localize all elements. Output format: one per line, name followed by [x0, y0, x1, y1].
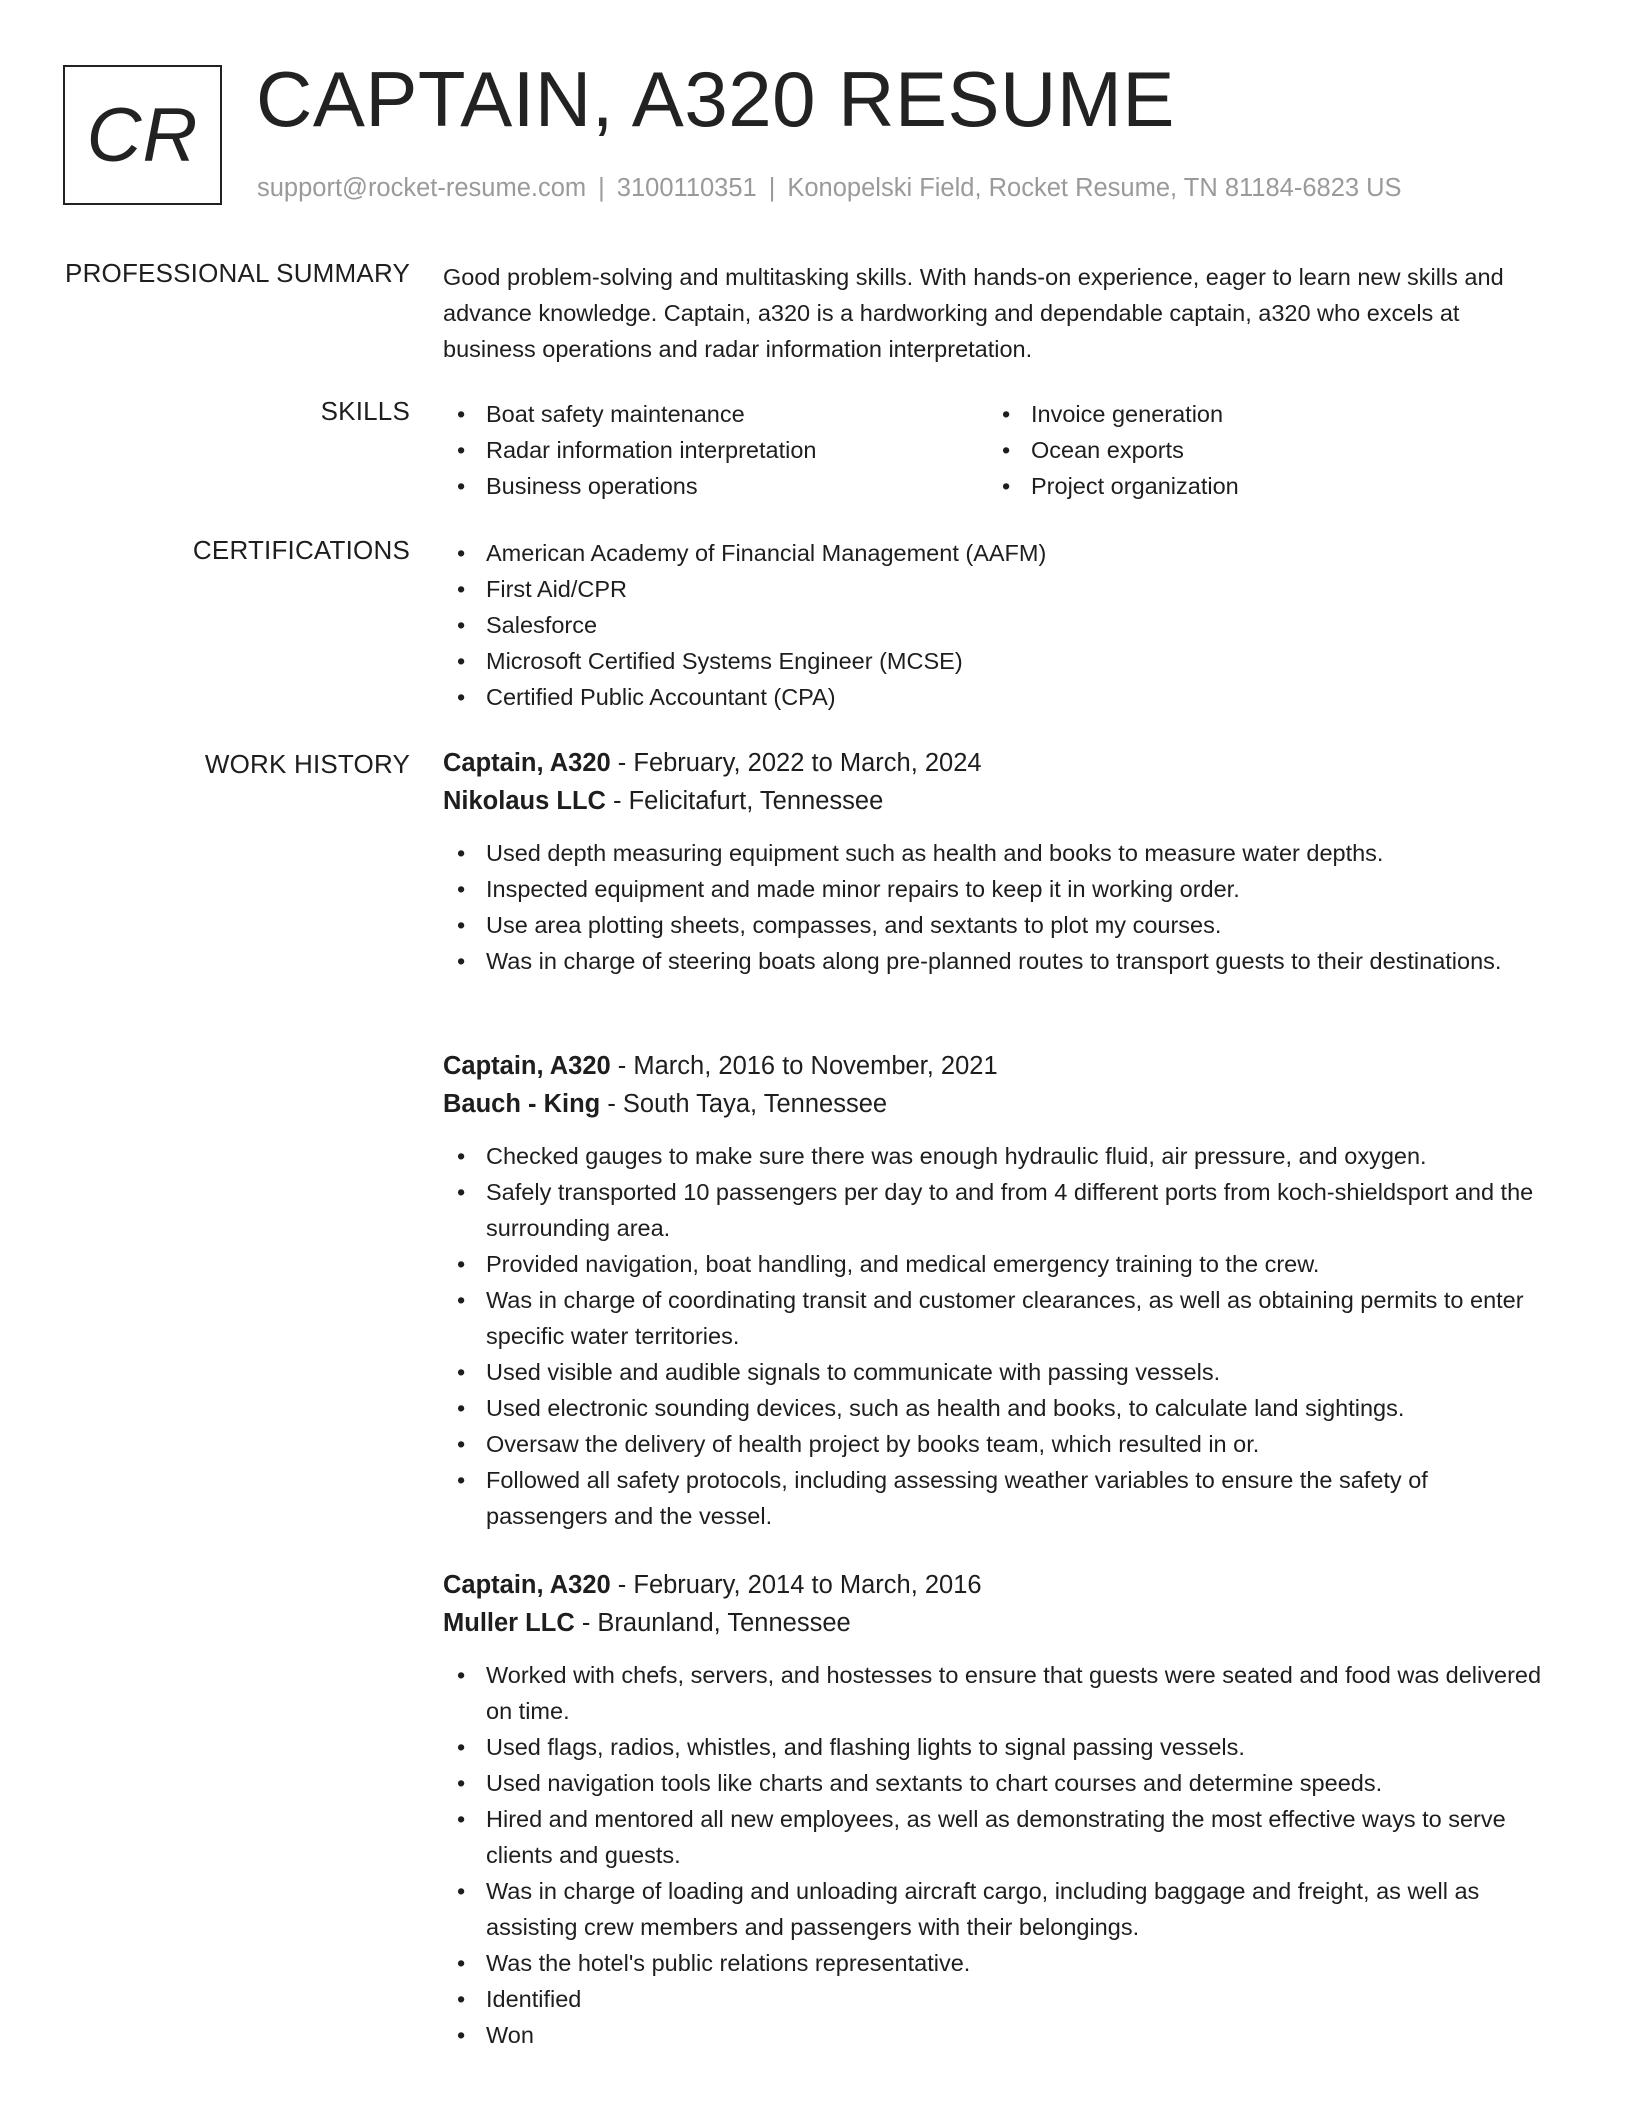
job-location: - Felicitafurt, Tennessee	[605, 787, 884, 815]
skill-item: • Project organization	[988, 468, 1533, 504]
job-bullet: • Checked gauges to make sure there was enough hydraulic fluid, air pressure, and oxygen.	[443, 1138, 1555, 1174]
job-company-line	[443, 1604, 1555, 1643]
job-title: Captain, A320	[443, 1052, 611, 1080]
contact-phone[interactable]: 3100110351	[616, 174, 757, 202]
skill-item: • Business operations	[443, 468, 988, 504]
contact-address: Konopelski Field, Rocket Resume, TN 81184-6823 US	[787, 174, 1402, 202]
job-company: Bauch - King	[443, 1090, 601, 1118]
job-bullet: • Used navigation tools like charts and sextants to chart courses and determine speeds.	[443, 1765, 1555, 1801]
job-bullet: • Won	[443, 2017, 1555, 2053]
job-bullet: • Followed all safety protocols, including assessing weather variables to ensure the safety of passengers and the vessel.	[443, 1462, 1555, 1534]
job-company: Nikolaus LLC	[443, 787, 606, 815]
job-bullet: • Hired and mentored all new employees, as well as demonstrating the most effective ways to serve clients and guests.	[443, 1801, 1555, 1873]
job-dates: - March, 2016 to November, 2021	[610, 1052, 998, 1080]
skills-label: SKILLS	[320, 396, 410, 426]
job-bullet: • Used electronic sounding devices, such as health and books, to calculate land sightings.	[443, 1390, 1555, 1426]
job-bullets	[443, 835, 1555, 979]
job-company-line	[443, 782, 1555, 821]
job-bullet: • Worked with chefs, servers, and hostesses to ensure that guests were seated and food was delivered on time.	[443, 1657, 1555, 1729]
monogram-badge	[63, 65, 222, 205]
monogram-initials: CR	[86, 92, 199, 178]
job-dates: - February, 2022 to March, 2024	[610, 749, 982, 777]
contact-separator: |	[768, 174, 776, 202]
contact-email[interactable]: support@rocket-resume.com	[257, 174, 587, 202]
job-bullet: • Was in charge of loading and unloading aircraft cargo, including baggage and freight, as well as assisting crew members and passengers with their belongings.	[443, 1873, 1555, 1945]
skills-list-right	[988, 396, 1533, 504]
job-bullet: • Safely transported 10 passengers per day to and from 4 different ports from koch-shieldsport and the surrounding area.	[443, 1174, 1555, 1246]
job-company: Muller LLC	[443, 1609, 575, 1637]
certification-item: • First Aid/CPR	[443, 571, 1555, 607]
certifications-label: CERTIFICATIONS	[192, 535, 410, 565]
job-title: Captain, A320	[443, 749, 611, 777]
skills-grid	[443, 396, 1555, 504]
job-bullet: • Was the hotel's public relations representative.	[443, 1945, 1555, 1981]
certification-item: • Salesforce	[443, 607, 1555, 643]
job-location: - South Taya, Tennessee	[600, 1090, 888, 1118]
job-bullets	[443, 1657, 1555, 2053]
certification-item: • American Academy of Financial Management (AAFM)	[443, 535, 1555, 571]
contact-separator: |	[598, 174, 605, 202]
skill-item: • Ocean exports	[988, 432, 1533, 468]
job-bullet: • Used visible and audible signals to communicate with passing vessels.	[443, 1354, 1555, 1390]
work-history-label: WORK HISTORY	[204, 749, 410, 779]
job-bullet: • Identified	[443, 1981, 1555, 2017]
job-entry	[443, 1566, 1555, 2053]
job-location: - Braunland, Tennessee	[574, 1609, 851, 1637]
certification-item: • Certified Public Accountant (CPA)	[443, 679, 1555, 715]
job-bullet: • Oversaw the delivery of health project by books team, which resulted in or.	[443, 1426, 1555, 1462]
job-bullets	[443, 1138, 1555, 1534]
job-bullet: • Used flags, radios, whistles, and flashing lights to signal passing vessels.	[443, 1729, 1555, 1765]
contact-line	[257, 174, 1402, 203]
skill-item: • Invoice generation	[988, 396, 1533, 432]
job-title-line	[443, 1566, 1555, 1604]
job-title-line	[443, 1047, 1555, 1085]
skill-item: • Boat safety maintenance	[443, 396, 988, 432]
job-dates: - February, 2014 to March, 2016	[610, 1571, 982, 1599]
job-title-line	[443, 744, 1555, 782]
job-entry	[443, 1047, 1555, 1534]
job-bullet: • Was in charge of coordinating transit and customer clearances, as well as obtaining permits to enter specific water territories.	[443, 1282, 1555, 1354]
certification-item: • Microsoft Certified Systems Engineer (MCSE)	[443, 643, 1555, 679]
job-bullet: • Inspected equipment and made minor repairs to keep it in working order.	[443, 871, 1555, 907]
job-company-line	[443, 1085, 1555, 1124]
certifications-list	[443, 535, 1555, 715]
resume-title: CAPTAIN, A320 RESUME	[256, 55, 1175, 143]
skills-list-left	[443, 396, 988, 504]
summary-text: Good problem-solving and multitasking skills. With hands-on experience, eager to learn new skills and advance knowledge. Captain, a320 is a hardworking and dependable captain, a320 who excels at business operations and radar information interpretation.	[443, 264, 1504, 362]
summary-label: PROFESSIONAL SUMMARY	[65, 258, 410, 288]
job-bullet: • Use area plotting sheets, compasses, and sextants to plot my courses.	[443, 907, 1555, 943]
job-title: Captain, A320	[443, 1571, 611, 1599]
job-bullet: • Provided navigation, boat handling, and medical emergency training to the crew.	[443, 1246, 1555, 1282]
job-bullet: • Was in charge of steering boats along pre-planned routes to transport guests to their destinations.	[443, 943, 1555, 979]
skill-item: • Radar information interpretation	[443, 432, 988, 468]
job-bullet: • Used depth measuring equipment such as health and books to measure water depths.	[443, 835, 1555, 871]
job-entry	[443, 744, 1555, 979]
